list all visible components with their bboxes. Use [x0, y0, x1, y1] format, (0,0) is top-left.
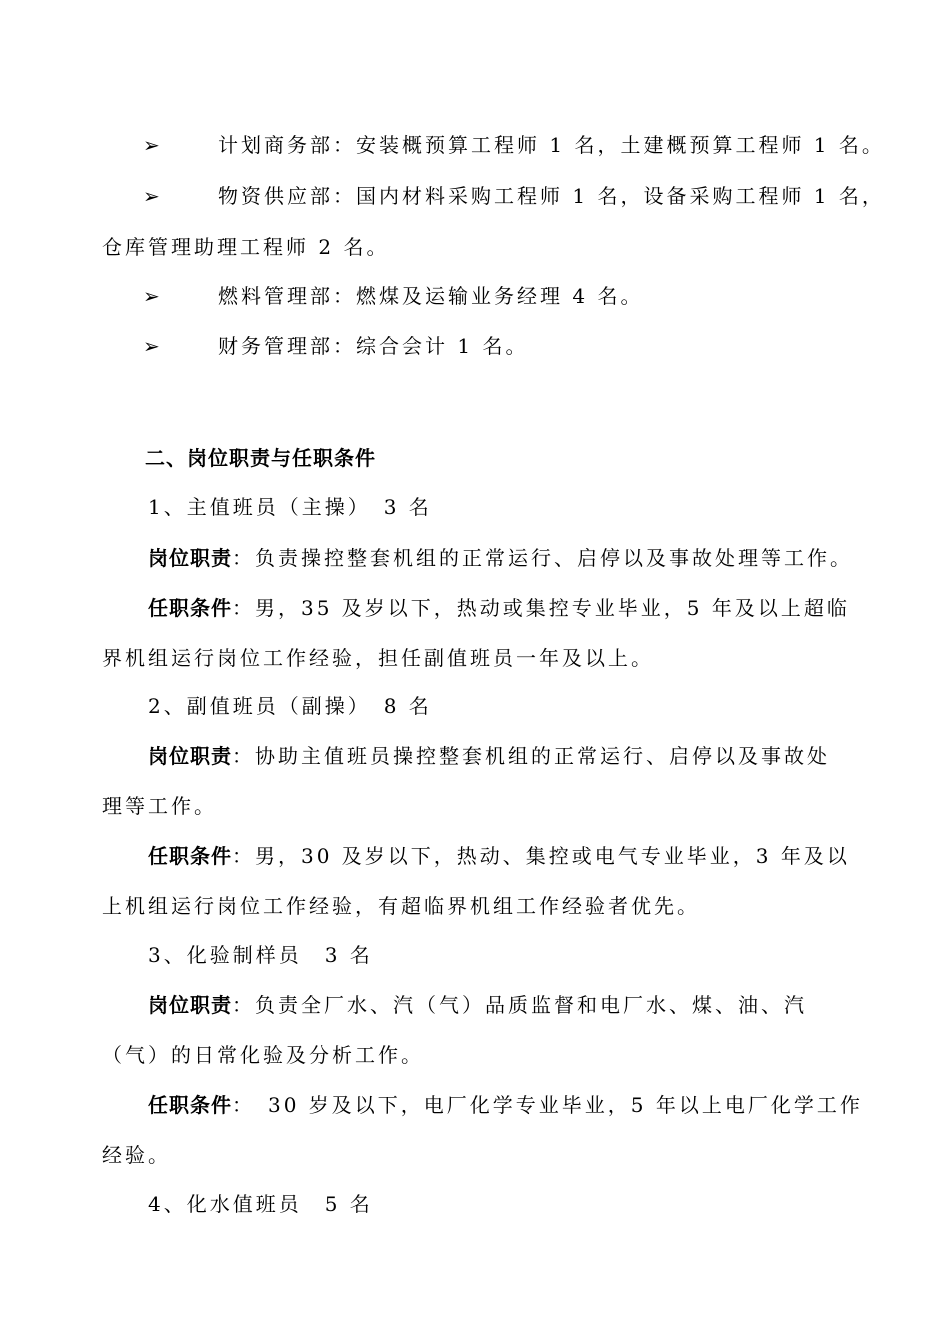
bullet-arrow-icon: ➢	[143, 133, 160, 157]
requirement-text-continuation: 界机组运行岗位工作经验，担任副值班员一年及以上。	[102, 646, 654, 670]
requirement-label: 任职条件	[148, 1093, 232, 1117]
requirement-text-continuation: 上机组运行岗位工作经验，有超临界机组工作经验者优先。	[102, 894, 700, 918]
requirement-paragraph	[148, 843, 850, 869]
requirement-text: ：男，35 及岁以下，热动或集控专业毕业，5 年及以上超临	[232, 596, 850, 620]
bullet-item: 物资供应部：国内材料采购工程师 1 名，设备采购工程师 1 名，	[218, 184, 885, 208]
requirement-text: ：男，30 及岁以下，热动、集控或电气专业毕业，3 年及以	[232, 844, 850, 868]
requirement-label: 任职条件	[148, 596, 232, 620]
section-title: 二、岗位职责与任职条件	[145, 446, 376, 470]
duty-label: 岗位职责	[148, 546, 232, 570]
bullet-item: 财务管理部：综合会计 1 名。	[218, 334, 529, 358]
bullet-item-continuation: 仓库管理助理工程师 2 名。	[102, 235, 390, 259]
position-title: 1、主值班员（主操） 3 名	[148, 495, 432, 519]
bullet-arrow-icon: ➢	[143, 334, 160, 358]
duty-paragraph	[148, 545, 853, 571]
duty-text-continuation: 理等工作。	[102, 794, 217, 818]
duty-text: ：负责全厂水、汽（气）品质监督和电厂水、煤、油、汽	[232, 993, 807, 1017]
duty-label: 岗位职责	[148, 993, 232, 1017]
position-title: 2、副值班员（副操） 8 名	[148, 694, 432, 718]
duty-paragraph	[148, 743, 830, 769]
duty-paragraph	[148, 992, 807, 1018]
position-title: 4、化水值班员 5 名	[148, 1192, 373, 1216]
duty-label: 岗位职责	[148, 744, 232, 768]
bullet-arrow-icon: ➢	[143, 284, 160, 308]
requirement-paragraph	[148, 1092, 863, 1118]
duty-text: ：协助主值班员操控整套机组的正常运行、启停以及事故处	[232, 744, 830, 768]
bullet-item: 燃料管理部：燃煤及运输业务经理 4 名。	[218, 284, 644, 308]
position-title: 3、化验制样员 3 名	[148, 943, 373, 967]
requirement-paragraph	[148, 595, 850, 621]
bullet-arrow-icon: ➢	[143, 184, 160, 208]
requirement-text: ： 30 岁及以下，电厂化学专业毕业，5 年以上电厂化学工作	[232, 1093, 863, 1117]
duty-text-continuation: （气）的日常化验及分析工作。	[102, 1043, 424, 1067]
duty-text: ：负责操控整套机组的正常运行、启停以及事故处理等工作。	[232, 546, 853, 570]
requirement-text-continuation: 经验。	[102, 1143, 171, 1167]
bullet-item: 计划商务部：安装概预算工程师 1 名，土建概预算工程师 1 名。	[218, 133, 885, 157]
requirement-label: 任职条件	[148, 844, 232, 868]
